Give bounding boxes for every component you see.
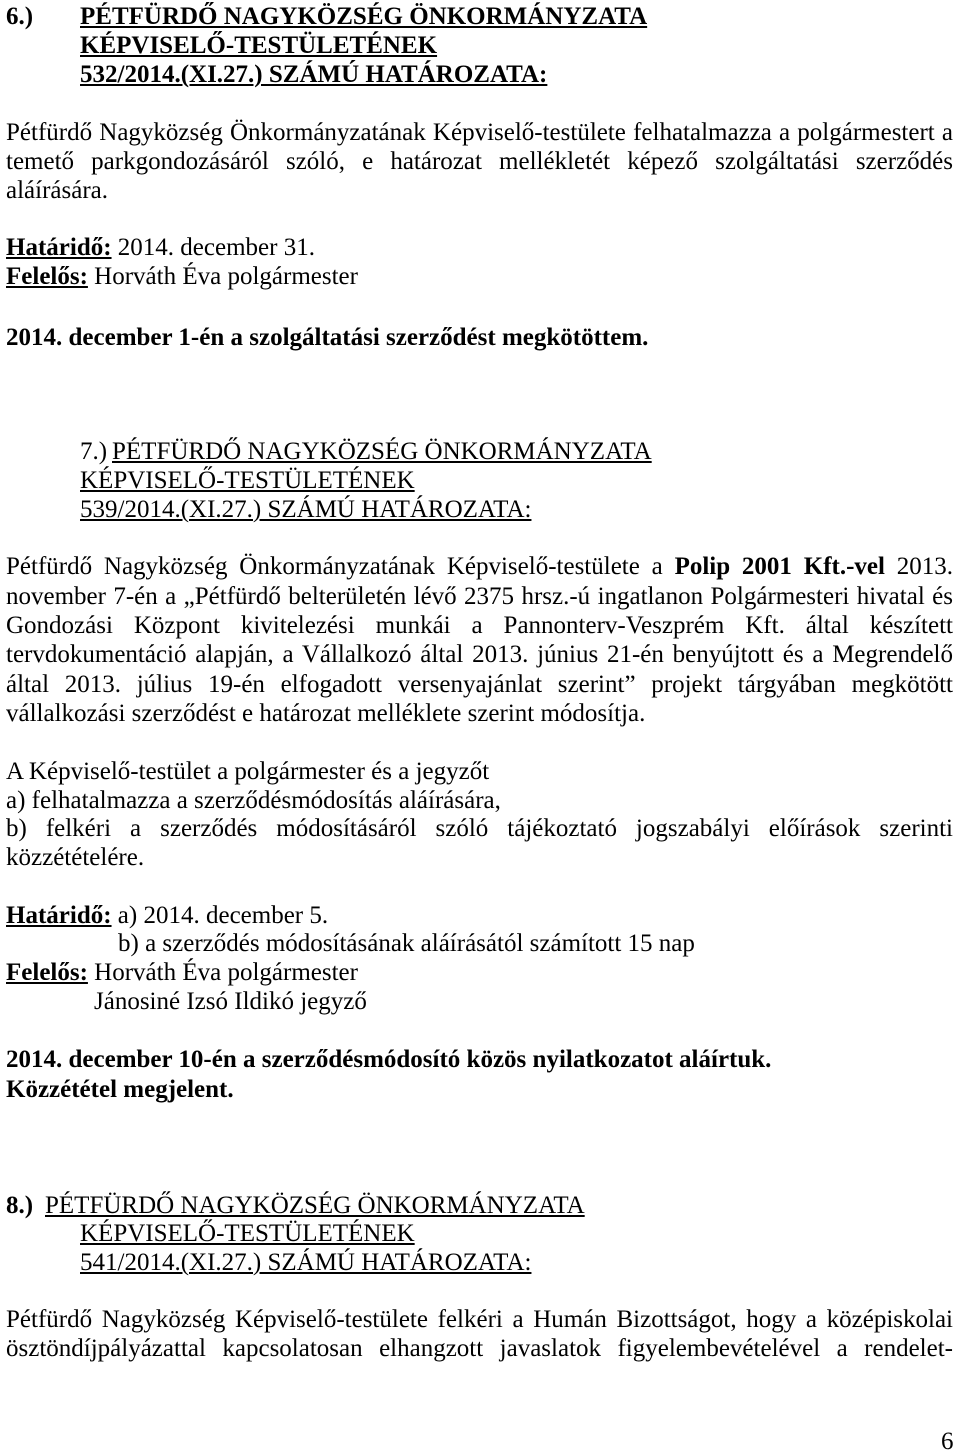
deadline-value: a) 2014. december 5. [117, 902, 329, 929]
section-heading-line: PÉTFÜRDŐ NAGYKÖZSÉG ÖNKORMÁNYZATA [112, 438, 652, 465]
deadline-label: Határidő: [6, 234, 112, 261]
instruction-line: b) felkéri a szerződés módosításáról szóló tájékoztató jogszabályi előírások szerinti [6, 815, 953, 842]
responsible-line [6, 958, 358, 987]
responsible-value: Horváth Éva polgármester [94, 263, 358, 290]
responsible-value: Jánosiné Izsó Ildikó jegyző [94, 988, 367, 1015]
instruction-intro: A Képviselő-testület a polgármester és a jegyzőt [6, 758, 490, 785]
page-number: 6 [941, 1428, 954, 1455]
section-heading-line: KÉPVISELŐ-TESTÜLETÉNEK [80, 467, 415, 494]
section-number: 8.) [6, 1192, 34, 1219]
implementation-report-line: 2014. december 10-én a szerződésmódosító közös nyilatkozatot aláírtuk. [6, 1046, 772, 1073]
resolution-text-line: november 7-én a „Pétfürdő belterületén lévő 2375 hrsz.-ú ingatlanon Polgármesteri hivatal és [6, 583, 953, 610]
section-heading-line: 539/2014.(XI.27.) SZÁMÚ HATÁROZATA: [80, 496, 532, 523]
resolution-text-line: által 2013. július 19-én elfogadott versenyajánlat szerint” projekt tárgyában megkötött [6, 671, 953, 698]
responsible-label: Felelős: [6, 959, 88, 986]
section-number: 6.) [6, 3, 34, 30]
section-heading-line: KÉPVISELŐ-TESTÜLETÉNEK [80, 32, 438, 59]
responsible-value: Horváth Éva polgármester [94, 959, 358, 986]
section-number: 7.) [80, 438, 108, 465]
section-heading-line: 541/2014.(XI.27.) SZÁMÚ HATÁROZATA: [80, 1249, 532, 1276]
deadline-line [6, 901, 328, 930]
deadline-label: Határidő: [6, 902, 112, 929]
instruction-line: a) felhatalmazza a szerződésmódosítás aláírására, [6, 787, 501, 814]
responsible-label: Felelős: [6, 263, 88, 290]
contractor-name: Polip 2001 Kft.-vel [674, 553, 885, 580]
resolution-text-line: Pétfürdő Nagyközség Képviselő-testülete felkéri a Humán Bizottságot, hogy a középiskolai [6, 1306, 953, 1333]
implementation-report-line: 2014. december 1-én a szolgáltatási szerződést megkötöttem. [6, 324, 649, 351]
deadline-line [6, 233, 315, 262]
resolution-text-line: ösztöndíjpályázattal kapcsolatosan elhangzott javaslatok figyelembevételével a rendelet- [6, 1335, 953, 1362]
resolution-text-line: tervdokumentáció alapján, a Vállalkozó által 2013. június 21-én benyújtott és a Megrendelő [6, 641, 953, 668]
section-heading-line: PÉTFÜRDŐ NAGYKÖZSÉG ÖNKORMÁNYZATA [80, 3, 648, 30]
resolution-text: Pétfürdő Nagyközség Önkormányzatának Képviselő-testülete a [6, 553, 663, 580]
section-heading-line: 532/2014.(XI.27.) SZÁMÚ HATÁROZATA: [80, 61, 548, 88]
resolution-text-line: Pétfürdő Nagyközség Önkormányzatának Képviselő-testülete felhatalmazza a polgármestert a [6, 119, 953, 146]
resolution-text-line: temető parkgondozásáról szóló, e határozat mellékletét képező szolgáltatási szerződés [6, 148, 953, 175]
resolution-text-line: vállalkozási szerződést e határozat melléklete szerint módosítja. [6, 700, 646, 727]
resolution-text-line [6, 552, 953, 581]
section-heading-line: PÉTFÜRDŐ NAGYKÖZSÉG ÖNKORMÁNYZATA [45, 1192, 585, 1219]
responsible-line [6, 262, 358, 291]
resolution-text-line: aláírására. [6, 177, 109, 204]
implementation-report-line: Közzététel megjelent. [6, 1076, 234, 1103]
section-heading-line: KÉPVISELŐ-TESTÜLETÉNEK [80, 1220, 415, 1247]
resolution-text: 2013. [896, 553, 954, 580]
deadline-value: 2014. december 31. [117, 234, 315, 261]
resolution-text-line: Gondozási Központ kivitelezési munkái a Pannonterv-Veszprém Kft. által készített [6, 612, 953, 639]
deadline-value: b) a szerződés módosításának aláírásától számított 15 nap [118, 930, 695, 957]
instruction-line: közzétételére. [6, 844, 145, 871]
